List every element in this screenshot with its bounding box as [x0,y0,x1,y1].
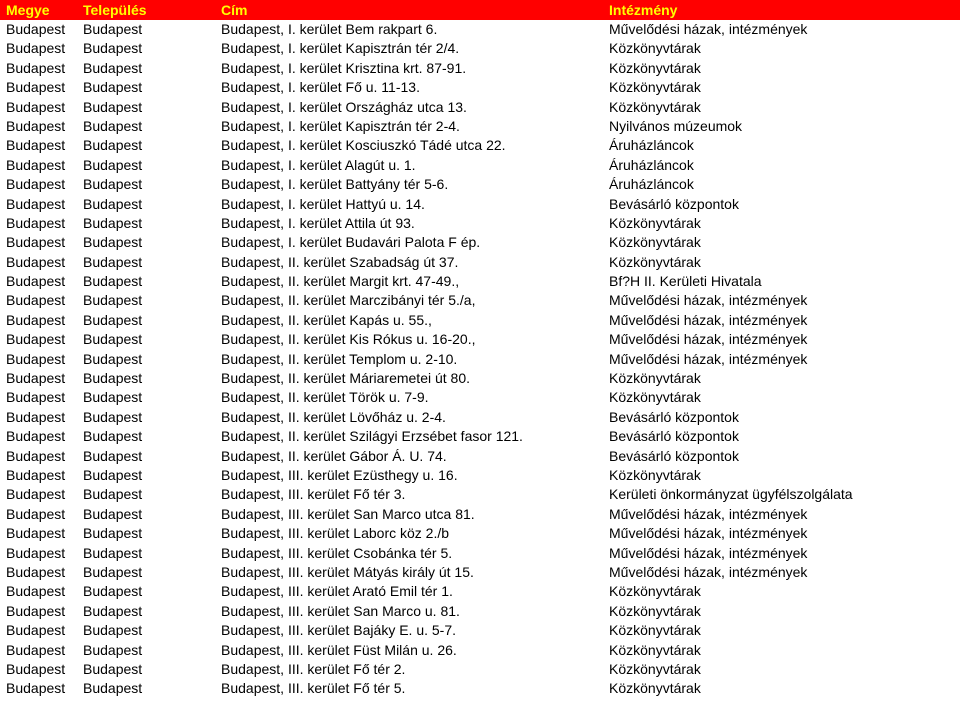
cell-megye[interactable]: Budapest [6,428,66,445]
cell-telepules[interactable]: Budapest [83,98,143,115]
cell-telepules[interactable]: Budapest [83,486,143,503]
cell-cim[interactable]: Budapest, III. kerület Csobánka tér 5. [221,544,453,561]
cell-megye[interactable]: Budapest [6,79,66,96]
cell-telepules[interactable]: Budapest [83,408,143,425]
cell-cim[interactable]: Budapest, I. kerület Kosciuszkó Tádé utca 22. [221,137,506,154]
header-intezmeny[interactable]: Intézmény [609,2,678,18]
cell-intezmeny[interactable]: Áruházláncok [609,156,694,173]
cell-telepules[interactable]: Budapest [83,176,143,193]
cell-cim[interactable]: Budapest, II. kerület Kis Rókus u. 16-20., [221,331,476,348]
table-row [0,117,960,136]
cell-telepules[interactable]: Budapest [83,156,143,173]
cell-intezmeny[interactable]: Közkönyvtárak [609,583,701,600]
header-cim[interactable]: Cím [221,2,248,18]
table-row [0,78,960,97]
cell-telepules[interactable]: Budapest [83,195,143,212]
cell-intezmeny[interactable]: Művelődési házak, intézmények [609,525,808,542]
cell-cim[interactable]: Budapest, II. kerület Máriaremetei út 80. [221,370,471,387]
cell-cim[interactable]: Budapest, I. kerület Kapisztrán tér 2/4. [221,40,460,57]
table-row [0,330,960,349]
table-row [0,408,960,427]
cell-megye[interactable]: Budapest [6,370,66,387]
cell-megye[interactable]: Budapest [6,234,66,251]
cell-telepules[interactable]: Budapest [83,583,143,600]
cell-megye[interactable]: Budapest [6,137,66,154]
cell-cim[interactable]: Budapest, II. kerület Margit krt. 47-49., [221,273,460,290]
table-row [0,544,960,563]
header-row [0,0,960,20]
cell-intezmeny[interactable]: Közkönyvtárak [609,389,701,406]
cell-telepules[interactable]: Budapest [83,234,143,251]
cell-telepules[interactable]: Budapest [83,660,143,677]
table-row [0,20,960,39]
table-row [0,98,960,117]
cell-megye[interactable]: Budapest [6,117,66,134]
cell-megye[interactable]: Budapest [6,156,66,173]
table-row [0,602,960,621]
cell-cim[interactable]: Budapest, III. kerület San Marco utca 81. [221,505,475,522]
cell-megye[interactable]: Budapest [6,525,66,542]
cell-telepules[interactable]: Budapest [83,59,143,76]
cell-cim[interactable]: Budapest, II. kerület Templom u. 2-10. [221,350,458,367]
cell-megye[interactable]: Budapest [6,447,66,464]
cell-telepules[interactable]: Budapest [83,214,143,231]
cell-telepules[interactable]: Budapest [83,389,143,406]
cell-megye[interactable]: Budapest [6,331,66,348]
table-row [0,175,960,194]
cell-cim[interactable]: Budapest, II. kerület Kapás u. 55., [221,311,432,328]
cell-telepules[interactable]: Budapest [83,117,143,134]
table-row [0,485,960,504]
cell-cim[interactable]: Budapest, II. kerület Marczibányi tér 5./a, [221,292,476,309]
cell-intezmeny[interactable]: Művelődési házak, intézmények [609,292,808,309]
cell-cim[interactable]: Budapest, III. kerület Laborc köz 2./b [221,525,450,542]
cell-megye[interactable]: Budapest [6,195,66,212]
cell-cim[interactable]: Budapest, III. kerület Ezüsthegy u. 16. [221,466,458,483]
cell-telepules[interactable]: Budapest [83,544,143,561]
table-row [0,427,960,446]
cell-megye[interactable]: Budapest [6,40,66,57]
cell-cim[interactable]: Budapest, III. kerület Mátyás király út 15. [221,563,474,580]
table-row [0,369,960,388]
cell-telepules[interactable]: Budapest [83,350,143,367]
cell-telepules[interactable]: Budapest [83,525,143,542]
cell-intezmeny[interactable]: Bevásárló központok [609,195,739,212]
cell-megye[interactable]: Budapest [6,505,66,522]
table-row [0,563,960,582]
cell-telepules[interactable]: Budapest [83,253,143,270]
cell-intezmeny[interactable]: Közkönyvtárak [609,680,701,697]
cell-cim[interactable]: Budapest, I. kerület Fő u. 11-13. [221,79,420,96]
table-row [0,466,960,485]
cell-megye[interactable]: Budapest [6,660,66,677]
cell-intezmeny[interactable]: Művelődési házak, intézmények [609,331,808,348]
table-row [0,388,960,407]
cell-megye[interactable]: Budapest [6,311,66,328]
table-row [0,641,960,660]
cell-megye[interactable]: Budapest [6,21,66,37]
cell-intezmeny[interactable]: Közkönyvtárak [609,59,701,76]
cell-cim[interactable]: Budapest, I. kerület Budavári Palota F ép. [221,234,481,251]
cell-intezmeny[interactable]: Közkönyvtárak [609,79,701,96]
cell-cim[interactable]: Budapest, III. kerület Bajáky E. u. 5-7. [221,622,457,639]
cell-megye[interactable]: Budapest [6,466,66,483]
table-row [0,214,960,233]
cell-megye[interactable]: Budapest [6,680,66,697]
cell-intezmeny[interactable]: Nyilvános múzeumok [609,117,743,134]
table-row [0,350,960,369]
cell-telepules[interactable]: Budapest [83,563,143,580]
cell-cim[interactable]: Budapest, III. kerület Fő tér 2. [221,660,406,677]
cell-megye[interactable]: Budapest [6,253,66,270]
cell-cim[interactable]: Budapest, III. kerület Füst Milán u. 26. [221,641,457,658]
cell-megye[interactable]: Budapest [6,350,66,367]
cell-cim[interactable]: Budapest, I. kerület Attila út 93. [221,214,415,231]
cell-cim[interactable]: Budapest, II. kerület Török u. 7-9. [221,389,429,406]
table-row [0,253,960,272]
cell-intezmeny[interactable]: Közkönyvtárak [609,214,701,231]
cell-telepules[interactable]: Budapest [83,40,143,57]
cell-cim[interactable]: Budapest, II. kerület Gábor Á. U. 74. [221,447,447,464]
table-body [0,20,960,699]
cell-intezmeny[interactable]: Bevásárló központok [609,447,739,464]
table-row [0,156,960,175]
table-row [0,136,960,155]
cell-megye[interactable]: Budapest [6,176,66,193]
table-row [0,679,960,698]
cell-cim[interactable]: Budapest, I. kerület Kapisztrán tér 2-4. [221,117,460,134]
cell-cim[interactable]: Budapest, I. kerület Krisztina krt. 87-91. [221,59,467,76]
cell-megye[interactable]: Budapest [6,563,66,580]
cell-megye[interactable]: Budapest [6,389,66,406]
cell-megye[interactable]: Budapest [6,583,66,600]
table-row [0,660,960,679]
cell-cim[interactable]: Budapest, I. kerület Bem rakpart 6. [221,21,438,37]
table-row [0,505,960,524]
cell-intezmeny[interactable]: Művelődési házak, intézmények [609,563,808,580]
cell-intezmeny[interactable]: Közkönyvtárak [609,641,701,658]
cell-cim[interactable]: Budapest, II. kerület Szabadság út 37. [221,253,459,270]
cell-megye[interactable]: Budapest [6,486,66,503]
table-row [0,311,960,330]
cell-intezmeny[interactable]: Áruházláncok [609,137,694,154]
cell-cim[interactable]: Budapest, III. kerület Fő tér 5. [221,680,406,697]
table-row [0,59,960,78]
header-telepules[interactable]: Település [83,2,147,18]
cell-intezmeny[interactable]: Közkönyvtárak [609,234,701,251]
cell-telepules[interactable]: Budapest [83,466,143,483]
cell-megye[interactable]: Budapest [6,408,66,425]
cell-telepules[interactable]: Budapest [83,370,143,387]
cell-cim[interactable]: Budapest, II. kerület Lövőház u. 2-4. [221,408,446,425]
cell-cim[interactable]: Budapest, III. kerület San Marco u. 81. [221,602,460,619]
cell-intezmeny[interactable]: Közkönyvtárak [609,40,701,57]
table-row [0,291,960,310]
cell-intezmeny[interactable]: Bf?H II. Kerületi Hivatala [609,273,762,290]
cell-telepules[interactable]: Budapest [83,311,143,328]
cell-intezmeny[interactable]: Bevásárló központok [609,428,739,445]
table-row [0,233,960,252]
cell-cim[interactable]: Budapest, II. kerület Szilágyi Erzsébet fasor 121. [221,428,523,445]
table-row [0,39,960,58]
cell-intezmeny[interactable]: Áruházláncok [609,176,694,193]
cell-telepules[interactable]: Budapest [83,428,143,445]
cell-telepules[interactable]: Budapest [83,641,143,658]
cell-telepules[interactable]: Budapest [83,273,143,290]
cell-megye[interactable]: Budapest [6,98,66,115]
cell-megye[interactable]: Budapest [6,544,66,561]
cell-telepules[interactable]: Budapest [83,680,143,697]
cell-cim[interactable]: Budapest, I. kerület Alagút u. 1. [221,156,416,173]
cell-intezmeny[interactable]: Közkönyvtárak [609,466,701,483]
cell-intezmeny[interactable]: Közkönyvtárak [609,98,701,115]
cell-cim[interactable]: Budapest, III. kerület Arató Emil tér 1. [221,583,453,600]
cell-intezmeny[interactable]: Közkönyvtárak [609,660,701,677]
cell-telepules[interactable]: Budapest [83,622,143,639]
table-row [0,582,960,601]
cell-intezmeny[interactable]: Művelődési házak, intézmények [609,21,808,37]
table-row [0,524,960,543]
cell-intezmeny[interactable]: Művelődési házak, intézmények [609,544,808,561]
cell-telepules[interactable]: Budapest [83,292,143,309]
header-megye[interactable]: Megye [6,2,50,18]
cell-megye[interactable]: Budapest [6,214,66,231]
cell-telepules[interactable]: Budapest [83,505,143,522]
cell-intezmeny[interactable]: Művelődési házak, intézmények [609,311,808,328]
table-row [0,195,960,214]
cell-cim[interactable]: Budapest, I. kerület Battyány tér 5-6. [221,176,449,193]
cell-cim[interactable]: Budapest, III. kerület Fő tér 3. [221,486,406,503]
cell-telepules[interactable]: Budapest [83,79,143,96]
cell-intezmeny[interactable]: Művelődési házak, intézmények [609,350,808,367]
table-row [0,447,960,466]
cell-intezmeny[interactable]: Közkönyvtárak [609,370,701,387]
cell-cim[interactable]: Budapest, I. kerület Hattyú u. 14. [221,195,425,212]
cell-megye[interactable]: Budapest [6,273,66,290]
cell-megye[interactable]: Budapest [6,622,66,639]
cell-megye[interactable]: Budapest [6,59,66,76]
cell-intezmeny[interactable]: Közkönyvtárak [609,622,701,639]
cell-telepules[interactable]: Budapest [83,331,143,348]
cell-intezmeny[interactable]: Bevásárló központok [609,408,739,425]
table-row [0,272,960,291]
cell-megye[interactable]: Budapest [6,292,66,309]
cell-megye[interactable]: Budapest [6,602,66,619]
cell-telepules[interactable]: Budapest [83,137,143,154]
cell-cim[interactable]: Budapest, I. kerület Országház utca 13. [221,98,467,115]
cell-telepules[interactable]: Budapest [83,602,143,619]
cell-intezmeny[interactable]: Kerületi önkormányzat ügyfélszolgálata [609,486,853,503]
table-row [0,621,960,640]
cell-telepules[interactable]: Budapest [83,21,143,37]
cell-intezmeny[interactable]: Közkönyvtárak [609,253,701,270]
cell-intezmeny[interactable]: Művelődési házak, intézmények [609,505,808,522]
cell-telepules[interactable]: Budapest [83,447,143,464]
cell-intezmeny[interactable]: Közkönyvtárak [609,602,701,619]
cell-megye[interactable]: Budapest [6,641,66,658]
